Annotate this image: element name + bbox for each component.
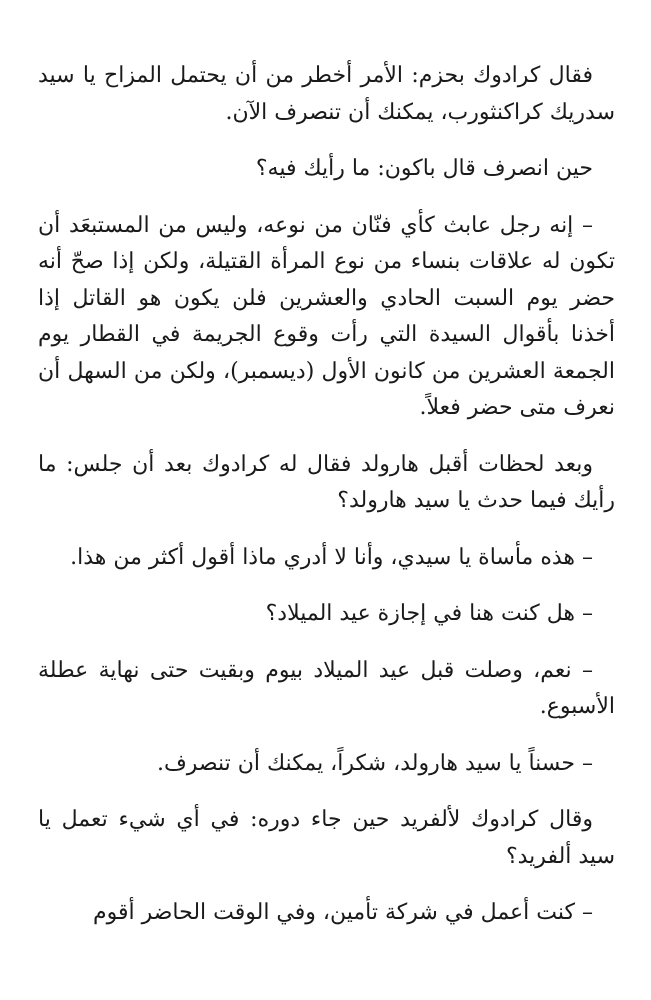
- book-page: [38, 58, 615, 952]
- paragraph-2: حين انصرف قال باكون: ما رأيك فيه؟: [255, 156, 593, 181]
- paragraph-8: – حسناً يا سيد هارولد، شكراً، يمكنك أن تنصرف.: [156, 750, 593, 776]
- paragraph-7: – نعم، وصلت قبل عيد الميلاد بيوم وبقيت حتى نهاية عطلة الأسبوع.: [38, 657, 615, 719]
- paragraph-5: – هذه مأساة يا سيدي، وأنا لا أدري ماذا أقول أكثر من هذا.: [70, 544, 593, 570]
- paragraph-1: فقال كرادوك بحزم: الأمر أخطر من أن يحتمل المزاح يا سيد سدريك كراكنثورب، يمكنك أن تنصرف الآن.: [38, 63, 615, 125]
- paragraph-9: وقال كرادوك لألفريد حين جاء دوره: في أي شيء تعمل يا سيد ألفريد؟: [38, 807, 615, 869]
- paragraph-10: – كنت أعمل في شركة تأمين، وفي الوقت الحاضر أقوم: [93, 900, 593, 925]
- paragraph-6: – هل كنت هنا في إجازة عيد الميلاد؟: [265, 601, 593, 626]
- paragraph-3: – إنه رجل عابث كأي فنّان من نوعه، وليس من المستبعَد أن تكون له علاقات بنساء من نوع المرأة القتيلة، ولكن إذا صحّ أنه حضر يوم السبت الحادي والعشرين فلن يكون هو القاتل إذا أخذنا بأقوال السيدة التي رأت وقوع الجريمة في القطار يوم الجمعة العشرين من كانون الأول (ديسمبر)، ولكن من السهل أن نعرف متى حضر فعلاً.: [38, 212, 615, 420]
- paragraph-4: وبعد لحظات أقبل هارولد فقال له كرادوك بعد أن جلس: ما رأيك فيما حدث يا سيد هارولد؟: [38, 451, 615, 513]
